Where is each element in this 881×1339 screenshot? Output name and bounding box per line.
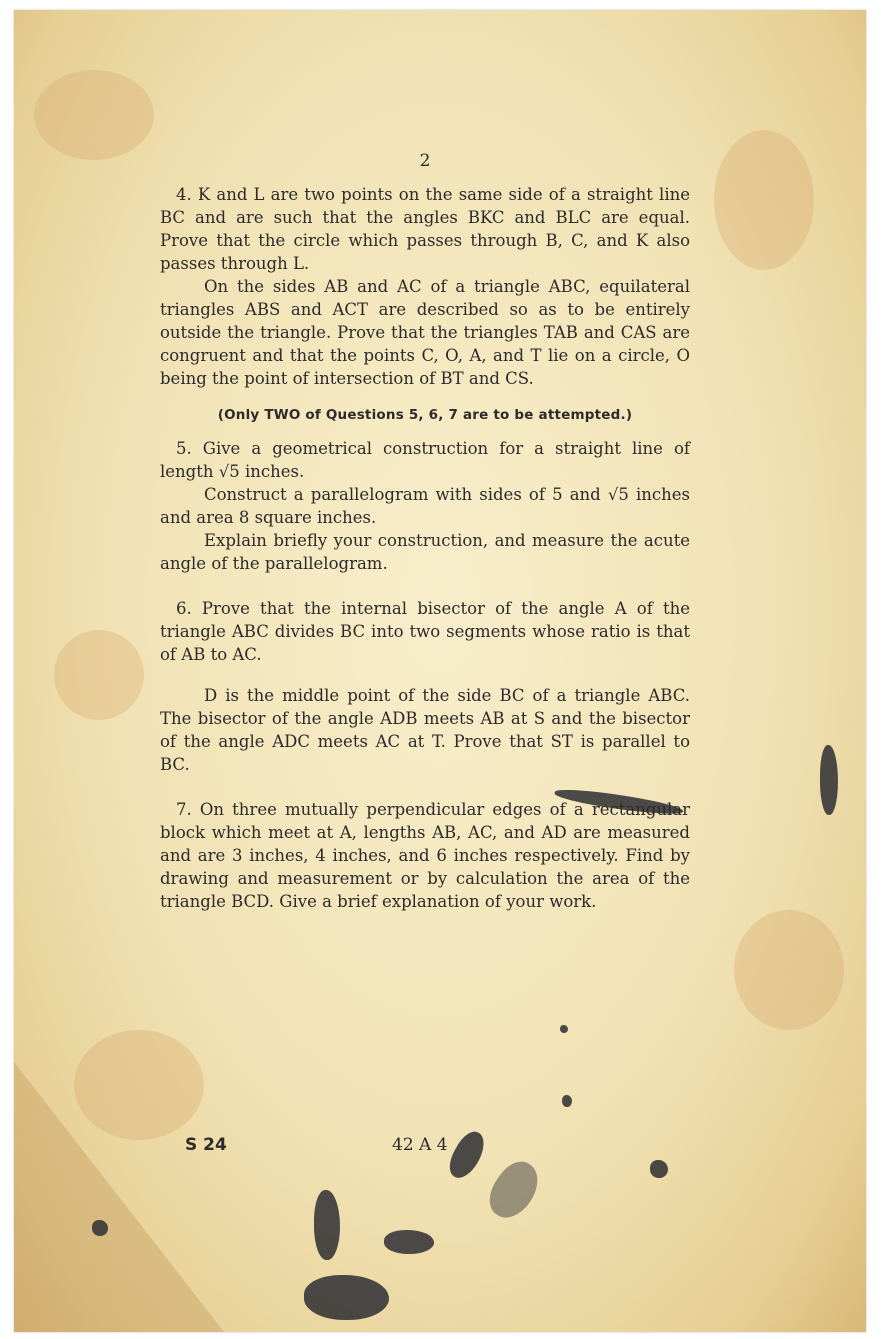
ink-spot: [650, 1160, 668, 1178]
stain-decoration: [714, 130, 814, 270]
ink-smudge: [443, 1127, 491, 1183]
question-5-paragraph-2: Construct a parallelogram with sides of 5 and √5 inches and area 8 square inches.: [160, 485, 690, 527]
stain-decoration: [734, 910, 844, 1030]
question-6-paragraph-2: D is the middle point of the side BC of a triangle ABC. The bisector of the angle ADB meets AB at S and the bisector of the angle ADC meets AC at T. Prove that ST is parallel to BC.: [160, 686, 690, 774]
ink-spot: [562, 1095, 572, 1107]
page-number: 2: [419, 151, 431, 171]
folded-corner: [14, 1062, 224, 1332]
ink-smudge: [304, 1275, 389, 1320]
stain-decoration: [54, 630, 144, 720]
ink-smudge: [480, 1154, 547, 1226]
footer-right-code: 42 A 4: [392, 1135, 448, 1155]
ink-spot: [560, 1025, 568, 1033]
attempt-instruction: (Only TWO of Questions 5, 6, 7 are to be attempted.): [217, 407, 633, 423]
footer-left-code: S 24: [185, 1135, 227, 1155]
exam-page-content: [160, 150, 690, 913]
ink-smudge: [314, 1190, 340, 1260]
question-4-paragraph-1: 4. K and L are two points on the same side of a straight line BC and are such that the angles BKC and BLC are equal. Prove that the circle which passes through B, C, and K also passes through L.: [160, 185, 690, 273]
question-4-paragraph-2: On the sides AB and AC of a triangle ABC, equilateral triangles ABS and ACT are described so as to be entirely outside the triangle. Prove that the triangles TAB and CAS are congruent and that the points C, O, A, and T lie on a circle, O being the point of intersection of BT and CS.: [160, 277, 690, 388]
ink-smudge: [384, 1230, 434, 1254]
ink-spot: [92, 1220, 108, 1236]
question-5-paragraph-3: Explain briefly your construction, and measure the acute angle of the parallelogram.: [160, 531, 690, 573]
question-7-paragraph-1: 7. On three mutually perpendicular edges of a rectangular block which meet at A, lengths AB, AC, and AD are measured and are 3 inches, 4 inches, and 6 inches respectively. Find by drawing and measurement or by calculation the area of the triangle BCD. Give a brief explanation of your work.: [160, 800, 690, 911]
question-5-paragraph-1: 5. Give a geometrical construction for a straight line of length √5 inches.: [160, 439, 690, 481]
stain-decoration: [34, 70, 154, 160]
question-6-paragraph-1: 6. Prove that the internal bisector of the angle A of the triangle ABC divides BC into two segments whose ratio is that of AB to AC.: [160, 599, 690, 664]
ink-smudge: [820, 745, 838, 815]
